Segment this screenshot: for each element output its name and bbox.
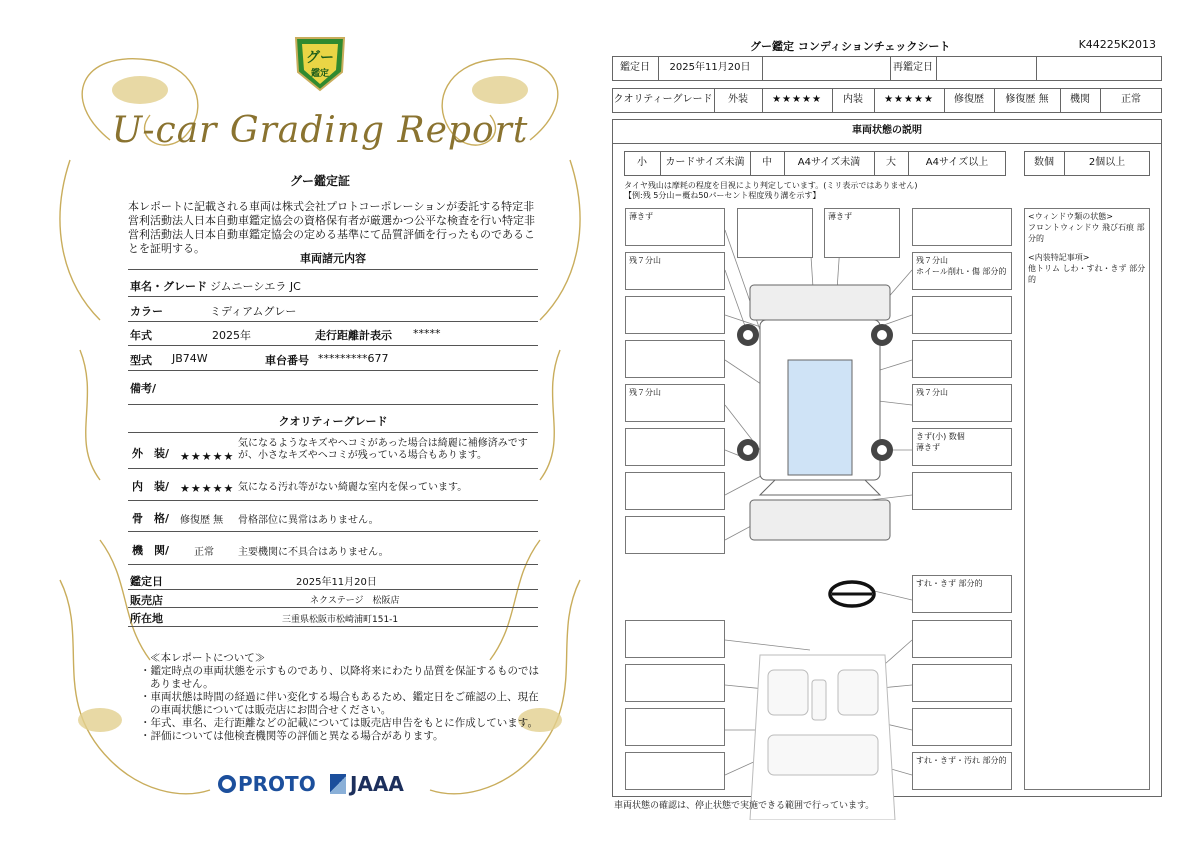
damage-note: 薄きず (916, 443, 940, 452)
address-value: 三重県松阪市松崎浦町151-1 (282, 615, 399, 625)
notes-title: ≪本レポートについて≫ (150, 652, 266, 664)
interior-box-left-3 (625, 708, 725, 746)
count-desc: 2個以上 (1088, 157, 1126, 168)
damage-box-right-4 (912, 340, 1012, 378)
certificate-intro: 本レポートに記載される車両は株式会社プロトコーポレーションが委託する特定非営利活動法人日本自動車鑑定協会の資格保有者が厳選かつ公平な検査を行い特定非営利活動法人日本自動車鑑定協会の定める基準にて品質評価を行ったものであることを証明する。 (128, 200, 535, 255)
exterior-label: 外 装/ (132, 447, 170, 460)
svg-text:鑑定: 鑑定 (310, 69, 330, 79)
model-label: 型式 (130, 354, 152, 367)
damage-box-front-left (737, 208, 813, 258)
sheet-code: K44225K2013 (1078, 38, 1156, 51)
report-notes (140, 652, 540, 743)
engine-value: 正常 (1121, 94, 1141, 105)
damage-box-left-8 (625, 516, 725, 554)
note-item: ・年式、車名、走行距離などの記載については販売店申告をもとに作成しています。 (140, 717, 538, 729)
damage-box-steering: すれ・きず 部分的 (912, 575, 1012, 613)
damage-box-right-2 (912, 252, 1012, 290)
damage-box-right-6 (912, 428, 1012, 466)
car-name-value: ジムニーシエラ JC (210, 280, 301, 293)
int-stars: ★★★★★ (884, 94, 934, 105)
divider (128, 345, 538, 346)
color-value: ミディアムグレー (210, 305, 297, 318)
date-value: 2025年11月20日 (669, 62, 751, 73)
divider (128, 531, 538, 532)
damage-box-left-6 (625, 428, 725, 466)
engine-value: 正常 (194, 547, 214, 558)
explanation-title: 車両状態の説明 (852, 125, 922, 136)
spec-section-title: 車両諸元内容 (300, 252, 366, 265)
proto-logo-text: PROTO (238, 772, 316, 796)
divider (128, 404, 538, 405)
year-label: 年式 (130, 329, 152, 342)
color-label: カラー (130, 305, 163, 318)
appraisal-date-label: 鑑定日 (130, 575, 163, 588)
interior-label: 内 装/ (132, 480, 170, 493)
interior-box-left-1 (625, 620, 725, 658)
grading-certificate (40, 20, 600, 835)
int-label: 内装 (843, 94, 863, 105)
divider (128, 468, 538, 469)
date-label: 鑑定日 (620, 62, 650, 73)
remarks-label: 備考/ (130, 382, 157, 395)
divider (128, 296, 538, 297)
frame-label: 骨 格/ (132, 512, 170, 525)
window-title: <ウィンドウ類の状態> (1028, 212, 1113, 221)
damage-note: 残７分山 (916, 256, 948, 265)
size-small-desc: カードサイズ未満 (665, 157, 745, 168)
quality-section-title: クオリティーグレード (278, 415, 388, 428)
exterior-stars: ★★★★★ (180, 450, 235, 463)
divider (128, 370, 538, 371)
divider (128, 269, 538, 270)
size-small: 小 (637, 157, 647, 168)
dealer-value: ネクステージ 松阪店 (310, 596, 400, 606)
interior-stars: ★★★★★ (180, 482, 235, 495)
divider (128, 626, 538, 627)
damage-box-right-1 (912, 208, 1012, 246)
divider (128, 589, 538, 590)
note-item: ・評価については他検査機関等の評価と異なる場合があります。 (140, 730, 444, 742)
engine-label: 機 関/ (132, 544, 170, 557)
divider (128, 607, 538, 608)
special-notes-panel (1024, 208, 1150, 790)
mileage-label: 走行距離計表示 (315, 329, 392, 342)
divider (128, 564, 538, 565)
car-name-label: 車名・グレード (130, 280, 207, 293)
damage-box-left-1: 薄きず (625, 208, 725, 246)
year-value: 2025年 (212, 329, 251, 342)
spacer (1028, 244, 1146, 252)
note-item: ・鑑定時点の車両状態を示すものであり、以降将来にわたり品質を保証するものではありません。 (140, 665, 539, 690)
damage-note: ホイール削れ・傷 部分的 (916, 267, 1007, 276)
size-large-desc: A4サイズ以上 (925, 157, 989, 168)
size-mid: 中 (762, 157, 772, 168)
damage-box-left-4 (625, 340, 725, 378)
interior-notes-text: 他トリム しわ・すれ・きず 部分的 (1028, 264, 1146, 284)
window-text: フロントウィンドウ 飛び石痕 部分的 (1028, 223, 1145, 243)
grade-label: クオリティーグレード (613, 94, 713, 105)
mileage-value: ***** (413, 327, 441, 340)
damage-box-left-5: 残７分山 (625, 384, 725, 422)
interior-notes-title: <内装特記事項> (1028, 253, 1090, 262)
frame-description: 骨格部位に異常はありません。 (238, 515, 379, 526)
divider (128, 321, 538, 322)
interior-description: 気になる汚れ等がない綺麗な室内を保っています。 (238, 482, 468, 493)
divider (128, 432, 538, 433)
engine-label: 機関 (1070, 94, 1090, 105)
dealer-label: 販売店 (130, 594, 163, 607)
svg-text:グー: グー (306, 50, 334, 66)
damage-box-front-right: 薄きず (824, 208, 900, 258)
reappraisal-label: 再鑑定日 (893, 62, 933, 73)
size-mid-desc: A4サイズ未満 (797, 157, 861, 168)
repair-value: 修復歴 無 (1005, 94, 1049, 105)
divider (128, 500, 538, 501)
interior-box-right-4: すれ・きず・汚れ 部分的 (912, 752, 1012, 790)
proto-mark-icon (218, 775, 236, 793)
damage-note: きず(小) 数個 (916, 432, 965, 441)
size-large: 大 (886, 157, 896, 168)
jaaa-mark-icon (330, 774, 346, 794)
interior-box-right-1 (912, 620, 1012, 658)
repair-label: 修復歴 (954, 94, 984, 105)
damage-box-right-7 (912, 472, 1012, 510)
exterior-description: 気になるようなキズやヘコミがあった場合は綺麗に補修済みですが、小さなキズやヘコミが残っている場合もあります。 (238, 438, 528, 461)
model-value: JB74W (172, 352, 208, 365)
sheet-title: グー鑑定 コンディションチェックシート (750, 40, 951, 53)
interior-box-right-3 (912, 708, 1012, 746)
proto-logo (218, 772, 316, 796)
condition-check-sheet (600, 30, 1180, 820)
damage-box-right-3 (912, 296, 1012, 334)
damage-box-left-7 (625, 472, 725, 510)
damage-box-right-5: 残７分山 (912, 384, 1012, 422)
tire-note-2: 【例:残 5分山＝概ね50パーセント程度残り溝を示す】 (624, 191, 821, 200)
interior-box-left-2 (625, 664, 725, 702)
steering-wheel-icon (830, 582, 874, 606)
ext-stars: ★★★★★ (772, 94, 822, 105)
note-item: ・車両状態は時間の経過に伴い変化する場合もあるため、鑑定日をご確認の上、現在の車両状態については販売店にお問合せください。 (140, 691, 539, 716)
goo-appraisal-emblem-icon (292, 32, 348, 92)
certificate-title: グー鑑定証 (289, 174, 350, 188)
jaaa-logo-text: JAAA (350, 772, 404, 796)
chassis-label: 車台番号 (265, 354, 309, 367)
count-label: 数個 (1034, 157, 1054, 168)
chassis-value: *********677 (318, 352, 389, 365)
damage-box-left-2: 残７分山 (625, 252, 725, 290)
interior-box-right-2 (912, 664, 1012, 702)
appraisal-date-value: 2025年11月20日 (296, 577, 377, 588)
frame-value: 修復歴 無 (180, 515, 224, 526)
script-title: U-car Grading Report (111, 110, 529, 151)
address-label: 所在地 (130, 612, 163, 625)
engine-description: 主要機関に不具合はありません。 (238, 547, 389, 558)
ext-label: 外装 (728, 94, 748, 105)
sheet-footer: 車両状態の確認は、停止状態で実施できる範囲で行っています。 (614, 801, 875, 811)
tire-note-1: タイヤ残山は摩耗の程度を目視により判定しています。(ミリ表示ではありません) (624, 181, 918, 190)
interior-box-left-4 (625, 752, 725, 790)
damage-box-left-3 (625, 296, 725, 334)
jaaa-logo (330, 772, 404, 796)
